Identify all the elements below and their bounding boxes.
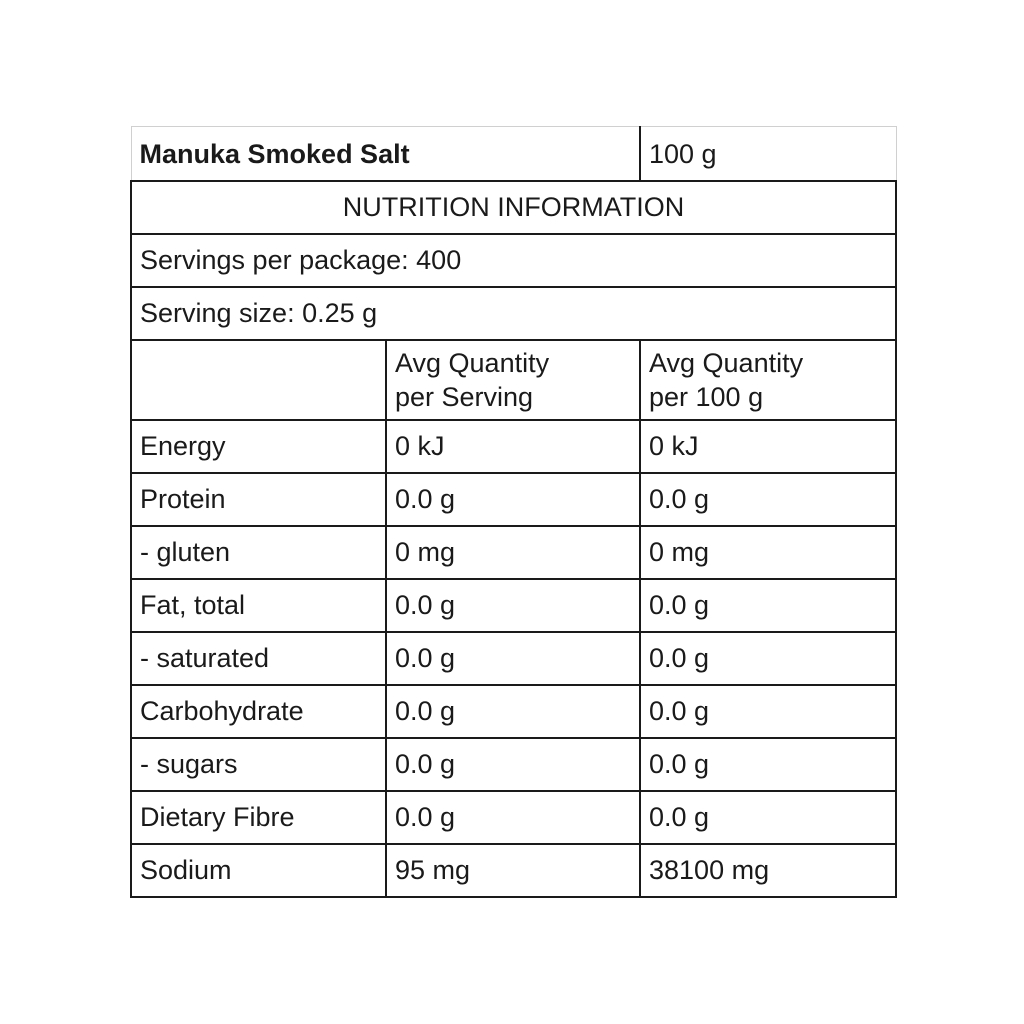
per-serving-value: 0.0 g bbox=[386, 791, 640, 844]
header-empty-cell bbox=[131, 340, 386, 420]
net-weight: 100 g bbox=[640, 127, 896, 181]
nutrient-label: Fat, total bbox=[131, 579, 386, 632]
nutrient-label: Energy bbox=[131, 420, 386, 473]
column-header-row bbox=[131, 340, 896, 420]
per-100g-value: 0 mg bbox=[640, 526, 896, 579]
per-serving-value: 95 mg bbox=[386, 844, 640, 897]
per-serving-value: 0.0 g bbox=[386, 685, 640, 738]
section-row bbox=[131, 181, 896, 234]
table-row bbox=[131, 420, 896, 473]
section-title: NUTRITION INFORMATION bbox=[131, 181, 896, 234]
per-serving-value: 0.0 g bbox=[386, 473, 640, 526]
nutrient-label: Carbohydrate bbox=[131, 685, 386, 738]
table-row bbox=[131, 738, 896, 791]
table-row bbox=[131, 473, 896, 526]
per-serving-value: 0.0 g bbox=[386, 632, 640, 685]
per-serving-value: 0.0 g bbox=[386, 738, 640, 791]
table-row bbox=[131, 579, 896, 632]
nutrient-label: - sugars bbox=[131, 738, 386, 791]
nutrient-label: Dietary Fibre bbox=[131, 791, 386, 844]
header-per-serving-line1: Avg Quantity bbox=[395, 347, 550, 378]
nutrient-label: - saturated bbox=[131, 632, 386, 685]
nutrient-label: Sodium bbox=[131, 844, 386, 897]
table-row bbox=[131, 844, 896, 897]
per-100g-value: 0.0 g bbox=[640, 632, 896, 685]
table-row bbox=[131, 632, 896, 685]
per-100g-value: 38100 mg bbox=[640, 844, 896, 897]
per-100g-value: 0.0 g bbox=[640, 473, 896, 526]
per-100g-value: 0.0 g bbox=[640, 791, 896, 844]
nutrient-label: Protein bbox=[131, 473, 386, 526]
header-per-100g bbox=[640, 340, 896, 420]
per-serving-value: 0.0 g bbox=[386, 579, 640, 632]
product-name: Manuka Smoked Salt bbox=[131, 127, 640, 181]
title-row bbox=[131, 127, 896, 181]
table-row bbox=[131, 685, 896, 738]
per-serving-value: 0 kJ bbox=[386, 420, 640, 473]
header-per-100g-line2: per 100 g bbox=[649, 381, 764, 412]
table-row bbox=[131, 526, 896, 579]
per-100g-value: 0.0 g bbox=[640, 738, 896, 791]
serving-size-row bbox=[131, 287, 896, 340]
nutrient-label: - gluten bbox=[131, 526, 386, 579]
per-serving-value: 0 mg bbox=[386, 526, 640, 579]
header-per-serving bbox=[386, 340, 640, 420]
serving-size: Serving size: 0.25 g bbox=[131, 287, 896, 340]
per-100g-value: 0 kJ bbox=[640, 420, 896, 473]
servings-row bbox=[131, 234, 896, 287]
per-100g-value: 0.0 g bbox=[640, 579, 896, 632]
nutrition-table bbox=[130, 126, 897, 898]
header-per-100g-line1: Avg Quantity bbox=[649, 347, 804, 378]
table-row bbox=[131, 791, 896, 844]
nutrition-panel bbox=[130, 126, 895, 898]
servings-per-package: Servings per package: 400 bbox=[131, 234, 896, 287]
header-per-serving-line2: per Serving bbox=[395, 381, 534, 412]
per-100g-value: 0.0 g bbox=[640, 685, 896, 738]
